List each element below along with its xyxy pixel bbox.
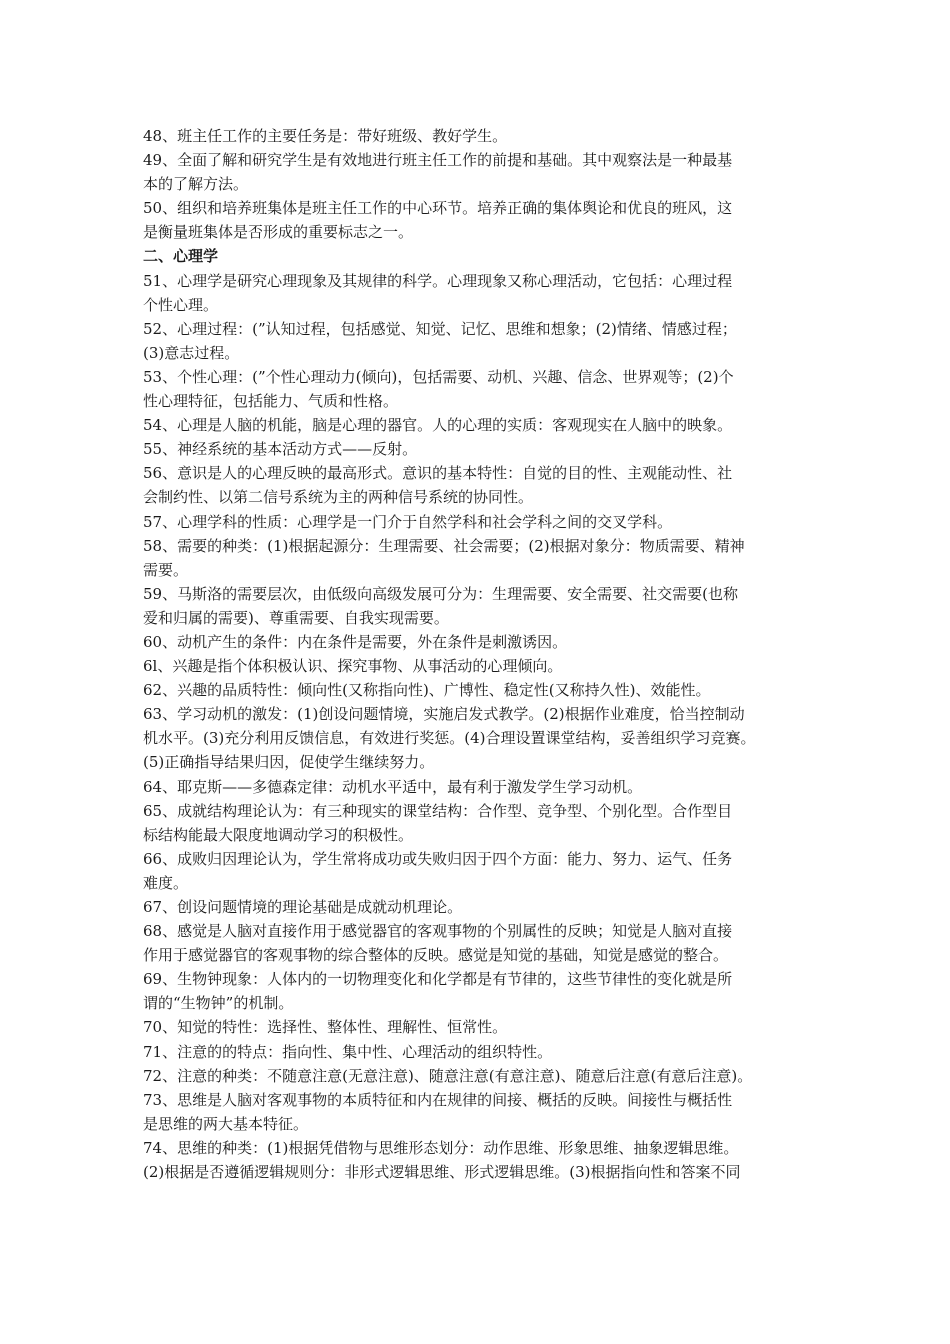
list-item <box>143 317 823 365</box>
text-line: 65、成就结构理论认为：有三种现实的课堂结构：合作型、竞争型、个别化型。合作型目 <box>143 801 733 820</box>
text-line: 二、心理学 <box>143 247 219 266</box>
text-line: (2)根据是否遵循逻辑规则分：非形式逻辑思维、形式逻辑思维。(3)根据指向性和答案不同 <box>143 1163 741 1182</box>
list-item <box>143 534 823 582</box>
text-line: 54、心理是人脑的机能，脑是心理的器官。人的心理的实质：客观现实在人脑中的映象。 <box>143 416 733 435</box>
text-line: 52、心理过程：(”认知过程，包括感觉、知觉、记忆、思维和想象；(2)情绪、情感过程； <box>143 319 737 338</box>
text-line: 57、心理学科的性质：心理学是一门介于自然学科和社会学科之间的交叉学科。 <box>143 512 673 531</box>
list-item <box>143 919 823 967</box>
list-item <box>143 124 823 148</box>
list-item <box>143 775 823 799</box>
list-item <box>143 1136 823 1184</box>
text-line: (3)意志过程。 <box>143 343 240 362</box>
list-item <box>143 148 823 196</box>
list-item <box>143 702 823 774</box>
text-line: 48、班主任工作的主要任务是：带好班级、教好学生。 <box>143 127 508 145</box>
list-item <box>143 582 823 630</box>
text-line: 需要。 <box>143 560 189 579</box>
list-item <box>143 196 823 244</box>
text-line: 作用于感觉器官的客观事物的综合整体的反映。感觉是知觉的基础，知觉是感觉的整合。 <box>143 946 729 965</box>
text-line: 53、个性心理：(”个性心理动力(倾向)，包括需要、动机、兴趣、信念、世界观等；(2)个 <box>143 367 734 386</box>
text-line: 70、知觉的特性：选择性、整体性、理解性、恒常性。 <box>143 1018 508 1037</box>
list-item <box>143 510 823 534</box>
text-line: 本的了解方法。 <box>143 175 249 194</box>
text-line: 6l、兴趣是指个体积极认识、探究事物、从事活动的心理倾向。 <box>143 657 563 676</box>
list-item <box>143 895 823 919</box>
text-line: 性心理特征，包括能力、气质和性格。 <box>143 392 399 411</box>
text-line: 64、耶克斯——多德森定律：动机水平适中，最有利于激发学生学习动机。 <box>143 777 643 796</box>
list-item <box>143 413 823 437</box>
list-item <box>143 654 823 678</box>
document-page <box>143 124 823 1184</box>
text-line: 72、注意的种类：不随意注意(无意注意)、随意注意(有意注意)、随意后注意(有意后注意)。 <box>143 1066 753 1085</box>
list-item <box>143 678 823 702</box>
text-line: 74、思维的种类：(1)根据凭借物与思维形态划分：动作思维、形象思维、抽象逻辑思维。 <box>143 1138 739 1157</box>
text-line: 谓的“生物钟”的机制。 <box>143 994 294 1013</box>
list-item <box>143 1088 823 1136</box>
list-item <box>143 847 823 895</box>
text-line: 69、生物钟现象：人体内的一切物理变化和化学都是有节律的，这些节律性的变化就是所 <box>143 970 733 989</box>
list-item <box>143 1040 823 1064</box>
text-line: 50、组织和培养班集体是班主任工作的中心环节。培养正确的集体舆论和优良的班风，这 <box>143 199 733 218</box>
text-line: 66、成败归因理论认为，学生常将成功或失败归因于四个方面：能力、努力、运气、任务 <box>143 849 733 868</box>
text-line: 71、注意的的特点：指向性、集中性、心理活动的组织特性。 <box>143 1042 553 1061</box>
text-line: 63、学习动机的激发：(1)创设问题情境，实施启发式教学。(2)根据作业难度，恰当控制动 <box>143 705 745 724</box>
text-line: 59、马斯洛的需要层次，由低级向高级发展可分为：生理需要、安全需要、社交需要(也称 <box>143 584 738 603</box>
list-item <box>143 630 823 654</box>
text-line: 个性心理。 <box>143 295 219 314</box>
list-item <box>143 1064 823 1088</box>
list-item <box>143 1015 823 1039</box>
text-line: 67、创设问题情境的理论基础是成就动机理论。 <box>143 898 463 916</box>
text-line: 68、感觉是人脑对直接作用于感觉器官的客观事物的个别属性的反映；知觉是人脑对直接 <box>143 922 733 941</box>
list-item <box>143 461 823 509</box>
text-line: 73、思维是人脑对客观事物的本质特征和内在规律的间接、概括的反映。间接性与概括性 <box>143 1090 733 1109</box>
text-line: 62、兴趣的品质特性：倾向性(又称指向性)、广博性、稳定性(又称持久性)、效能性。 <box>143 681 711 700</box>
list-item <box>143 269 823 317</box>
text-line: 60、动机产生的条件：内在条件是需要，外在条件是刺激诱因。 <box>143 632 568 651</box>
text-line: 难度。 <box>143 873 189 892</box>
list-item <box>143 365 823 413</box>
text-line: 标结构能最大限度地调动学习的积极性。 <box>143 825 414 844</box>
text-line: (5)正确指导结果归因，促使学生继续努力。 <box>143 753 435 772</box>
text-line: 机水平。(3)充分利用反馈信息，有效进行奖惩。(4)合理设置课堂结构，妥善组织学习竞赛。 <box>143 729 756 748</box>
list-item <box>143 967 823 1015</box>
list-item <box>143 799 823 847</box>
text-line: 55、神经系统的基本活动方式——反射。 <box>143 440 418 459</box>
list-item <box>143 437 823 461</box>
text-line: 56、意识是人的心理反映的最高形式。意识的基本特性：自觉的目的性、主观能动性、社 <box>143 464 733 483</box>
text-line: 会制约性、以第二信号系统为主的两种信号系统的协同性。 <box>143 488 534 507</box>
section-heading <box>143 244 823 268</box>
text-line: 是衡量班集体是否形成的重要标志之一。 <box>143 223 414 242</box>
text-line: 49、全面了解和研究学生是有效地进行班主任工作的前提和基础。其中观察法是一种最基 <box>143 151 733 170</box>
text-line: 51、心理学是研究心理现象及其规律的科学。心理现象又称心理活动，它包括：心理过程 <box>143 271 733 290</box>
text-line: 是思维的两大基本特征。 <box>143 1114 309 1133</box>
text-line: 58、需要的种类：(1)根据起源分：生理需要、社会需要；(2)根据对象分：物质需要、精神 <box>143 536 745 555</box>
text-line: 爱和归属的需要)、尊重需要、自我实现需要。 <box>143 608 449 627</box>
